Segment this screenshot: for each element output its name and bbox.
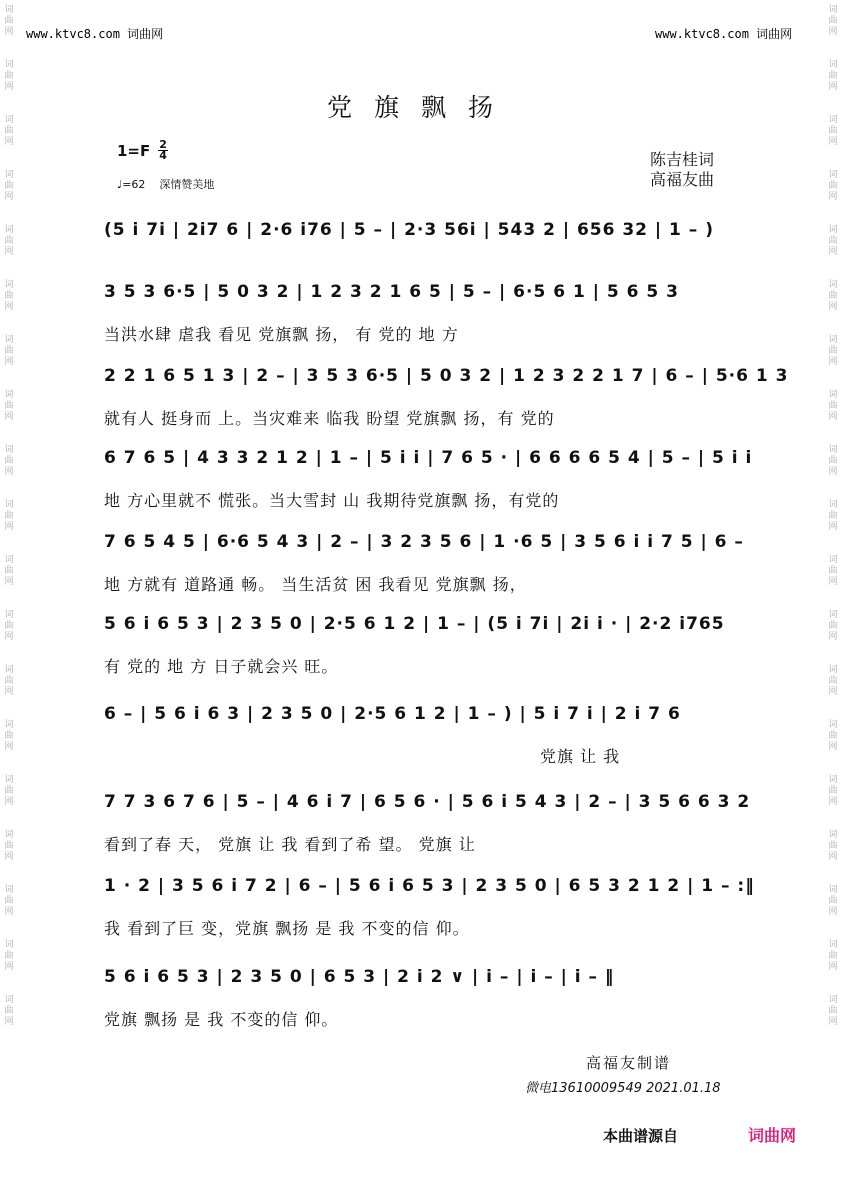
edge-watermark-char: 曲 (4, 236, 14, 246)
edge-watermark-char: 网 (4, 522, 14, 532)
edge-watermark-char: 网 (4, 962, 14, 972)
edge-watermark-char: 曲 (828, 1006, 838, 1016)
edge-watermark-char: 网 (828, 962, 838, 972)
composer: 高福友曲 (650, 170, 715, 189)
edge-watermark-char: 词 (828, 445, 838, 455)
edge-watermark-char: 曲 (4, 401, 14, 411)
notation-row: 7 7 3 6 7 6 | 5 – | 4 6 i 7 | 6 5 6 · | 5 6 i 5 4 3 | 2 – | 3 5 6 6 3 2 (104, 792, 751, 812)
left-watermark-strip (2, 0, 16, 1177)
edge-watermark-char: 曲 (828, 621, 838, 631)
key-label: 1=F (117, 141, 151, 160)
edge-watermark-char: 曲 (4, 896, 14, 906)
edge-watermark-char: 曲 (4, 126, 14, 136)
edge-watermark-char: 曲 (4, 346, 14, 356)
edge-watermark-char: 网 (828, 192, 838, 202)
edge-watermark-char: 网 (828, 577, 838, 587)
transcriber: 高福友制谱 (586, 1054, 672, 1072)
edge-watermark-char: 网 (4, 797, 14, 807)
edge-watermark-char: 曲 (828, 896, 838, 906)
notation-row: 5 6 i 6 5 3 | 2 3 5 0 | 6 5 3 | 2 i 2 ∨ | i – | i – | i – ‖ (104, 967, 615, 987)
lyric-row: 有 党的 地 方 日子就会兴 旺。 (104, 657, 339, 676)
contact-date: 微电13610009549 2021.01.18 (525, 1081, 721, 1096)
tempo-value: ♩=62 (117, 178, 146, 191)
edge-watermark-char: 网 (4, 467, 14, 477)
edge-watermark-char: 词 (4, 115, 14, 125)
edge-watermark-char: 词 (828, 830, 838, 840)
edge-watermark-char: 词 (4, 665, 14, 675)
edge-watermark-char: 词 (4, 390, 14, 400)
lyric-row: 我 看到了巨 变，党旗 飘扬 是 我 不变的信 仰。 (104, 919, 470, 938)
edge-watermark-char: 曲 (828, 126, 838, 136)
edge-watermark-char: 曲 (828, 346, 838, 356)
edge-watermark-char: 曲 (828, 676, 838, 686)
edge-watermark-char: 词 (828, 555, 838, 565)
site-watermark-left: www.ktvc8.com 词曲网 (26, 27, 164, 41)
edge-watermark-char: 词 (828, 225, 838, 235)
edge-watermark-char: 词 (4, 610, 14, 620)
edge-watermark-char: 网 (828, 302, 838, 312)
lyric-row: 地 方就有 道路通 畅。 当生活贫 困 我看见 党旗飘 扬， (104, 575, 527, 594)
edge-watermark-char: 网 (4, 302, 14, 312)
time-signature (158, 140, 168, 161)
edge-watermark-char: 曲 (4, 16, 14, 26)
notation-row: 6 – | 5 6 i 6 3 | 2 3 5 0 | 2·5 6 1 2 | 1 – ) | 5 i 7 i | 2 i 7 6 (104, 704, 681, 724)
edge-watermark-char: 曲 (4, 731, 14, 741)
edge-watermark-char: 曲 (4, 291, 14, 301)
edge-watermark-char: 曲 (4, 841, 14, 851)
edge-watermark-char: 网 (4, 137, 14, 147)
brand-logo: 词曲网 (748, 1126, 797, 1145)
edge-watermark-char: 曲 (828, 71, 838, 81)
lyric-row: 就有人 挺身而 上。当灾难来 临我 盼望 党旗飘 扬，有 党的 (104, 409, 555, 428)
key-signature (117, 140, 168, 161)
edge-watermark-char: 网 (828, 632, 838, 642)
edge-watermark-char: 曲 (4, 621, 14, 631)
edge-watermark-char: 网 (828, 687, 838, 697)
edge-watermark-char: 网 (4, 632, 14, 642)
edge-watermark-char: 网 (4, 907, 14, 917)
edge-watermark-char: 曲 (828, 841, 838, 851)
edge-watermark-char: 网 (4, 192, 14, 202)
edge-watermark-char: 网 (4, 357, 14, 367)
notation-row: 6 7 6 5 | 4 3 3 2 1 2 | 1 – | 5 i i | 7 6 5 · | 6 6 6 6 5 4 | 5 – | 5 i i (104, 448, 753, 468)
edge-watermark-char: 词 (828, 5, 838, 15)
lyric-row: 党旗 让 我 (540, 747, 621, 766)
edge-watermark-char: 曲 (4, 456, 14, 466)
edge-watermark-char: 词 (828, 115, 838, 125)
edge-watermark-char: 网 (828, 907, 838, 917)
edge-watermark-char: 词 (828, 885, 838, 895)
edge-watermark-char: 曲 (828, 511, 838, 521)
edge-watermark-char: 曲 (4, 71, 14, 81)
edge-watermark-char: 词 (4, 555, 14, 565)
edge-watermark-char: 词 (4, 995, 14, 1005)
edge-watermark-char: 词 (4, 445, 14, 455)
edge-watermark-char: 网 (828, 742, 838, 752)
edge-watermark-char: 网 (828, 522, 838, 532)
edge-watermark-char: 词 (4, 170, 14, 180)
edge-watermark-char: 网 (4, 742, 14, 752)
edge-watermark-char: 曲 (828, 786, 838, 796)
edge-watermark-char: 网 (828, 852, 838, 862)
edge-watermark-char: 曲 (4, 676, 14, 686)
edge-watermark-char: 网 (4, 82, 14, 92)
tempo-marking (117, 176, 214, 192)
edge-watermark-char: 网 (828, 1017, 838, 1027)
edge-watermark-char: 词 (828, 170, 838, 180)
edge-watermark-char: 词 (4, 335, 14, 345)
edge-watermark-char: 词 (4, 830, 14, 840)
edge-watermark-char: 曲 (828, 291, 838, 301)
edge-watermark-char: 词 (4, 280, 14, 290)
edge-watermark-char: 网 (828, 357, 838, 367)
edge-watermark-char: 词 (4, 775, 14, 785)
edge-watermark-char: 词 (828, 500, 838, 510)
edge-watermark-char: 词 (828, 940, 838, 950)
notation-row: 1 · 2 | 3 5 6 i 7 2 | 6 – | 5 6 i 6 5 3 | 2 3 5 0 | 6 5 3 2 1 2 | 1 – :‖ (104, 876, 755, 896)
edge-watermark-char: 词 (828, 720, 838, 730)
edge-watermark-char: 曲 (828, 731, 838, 741)
edge-watermark-char: 曲 (4, 566, 14, 576)
lyric-row: 地 方心里就不 慌张。当大雪封 山 我期待党旗飘 扬，有党的 (104, 491, 560, 510)
edge-watermark-char: 词 (4, 5, 14, 15)
edge-watermark-char: 词 (4, 60, 14, 70)
time-top: 2 (159, 138, 167, 151)
edge-watermark-char: 曲 (828, 401, 838, 411)
edge-watermark-char: 词 (828, 775, 838, 785)
notation-row: 2 2 1 6 5 1 3 | 2 – | 3 5 3 6·5 | 5 0 3 2 | 1 2 3 2 2 1 7 | 6 – | 5·6 1 3 (104, 366, 789, 386)
edge-watermark-char: 网 (4, 247, 14, 257)
song-title: 党旗飘扬 (326, 93, 515, 122)
lyricist: 陈吉桂词 (650, 150, 715, 169)
source-label: 本曲谱源自 (603, 1127, 679, 1145)
edge-watermark-char: 曲 (4, 511, 14, 521)
edge-watermark-char: 词 (828, 610, 838, 620)
edge-watermark-char: 曲 (4, 951, 14, 961)
notation-row: 3 5 3 6·5 | 5 0 3 2 | 1 2 3 2 1 6 5 | 5 – | 6·5 6 1 | 5 6 5 3 (104, 282, 679, 302)
lyric-row: 党旗 飘扬 是 我 不变的信 仰。 (104, 1010, 339, 1029)
edge-watermark-char: 网 (828, 467, 838, 477)
edge-watermark-char: 词 (4, 500, 14, 510)
edge-watermark-char: 曲 (828, 236, 838, 246)
edge-watermark-char: 网 (4, 27, 14, 37)
edge-watermark-char: 词 (828, 995, 838, 1005)
notation-row: 5 6 i 6 5 3 | 2 3 5 0 | 2·5 6 1 2 | 1 – | (5 i 7i | 2i i · | 2·2 i765 (104, 614, 725, 634)
lyric-row: 看到了春 天， 党旗 让 我 看到了希 望。 党旗 让 (104, 835, 476, 854)
edge-watermark-char: 词 (828, 280, 838, 290)
site-watermark-right: www.ktvc8.com 词曲网 (655, 27, 793, 41)
edge-watermark-char: 词 (4, 885, 14, 895)
edge-watermark-char: 词 (828, 60, 838, 70)
edge-watermark-char: 网 (828, 247, 838, 257)
edge-watermark-char: 曲 (828, 181, 838, 191)
edge-watermark-char: 曲 (828, 951, 838, 961)
edge-watermark-char: 网 (828, 797, 838, 807)
mood-text: 深情赞美地 (159, 178, 215, 191)
edge-watermark-char: 词 (828, 665, 838, 675)
right-watermark-strip (826, 0, 840, 1177)
notation-row: (5 i 7i | 2i7 6 | 2·6 i76 | 5 – | 2·3 56i | 543 2 | 656 32 | 1 – ) (104, 220, 714, 240)
lyric-row: 当洪水肆 虐我 看见 党旗飘 扬， 有 党的 地 方 (104, 325, 459, 344)
edge-watermark-char: 曲 (828, 16, 838, 26)
edge-watermark-char: 网 (4, 412, 14, 422)
edge-watermark-char: 网 (828, 82, 838, 92)
edge-watermark-char: 词 (828, 390, 838, 400)
edge-watermark-char: 网 (828, 412, 838, 422)
edge-watermark-char: 网 (4, 852, 14, 862)
edge-watermark-char: 网 (828, 27, 838, 37)
edge-watermark-char: 词 (4, 720, 14, 730)
edge-watermark-char: 网 (4, 687, 14, 697)
edge-watermark-char: 网 (828, 137, 838, 147)
credits (650, 150, 714, 190)
edge-watermark-char: 网 (4, 1017, 14, 1027)
edge-watermark-char: 曲 (4, 1006, 14, 1016)
edge-watermark-char: 曲 (828, 566, 838, 576)
edge-watermark-char: 词 (828, 335, 838, 345)
edge-watermark-char: 词 (4, 940, 14, 950)
edge-watermark-char: 曲 (4, 786, 14, 796)
edge-watermark-char: 曲 (4, 181, 14, 191)
edge-watermark-char: 网 (4, 577, 14, 587)
edge-watermark-char: 曲 (828, 456, 838, 466)
notation-row: 7 6 5 4 5 | 6·6 5 4 3 | 2 – | 3 2 3 5 6 | 1 ·6 5 | 3 5 6 i i 7 5 | 6 – (104, 532, 744, 552)
edge-watermark-char: 词 (4, 225, 14, 235)
time-bottom: 4 (159, 149, 167, 162)
